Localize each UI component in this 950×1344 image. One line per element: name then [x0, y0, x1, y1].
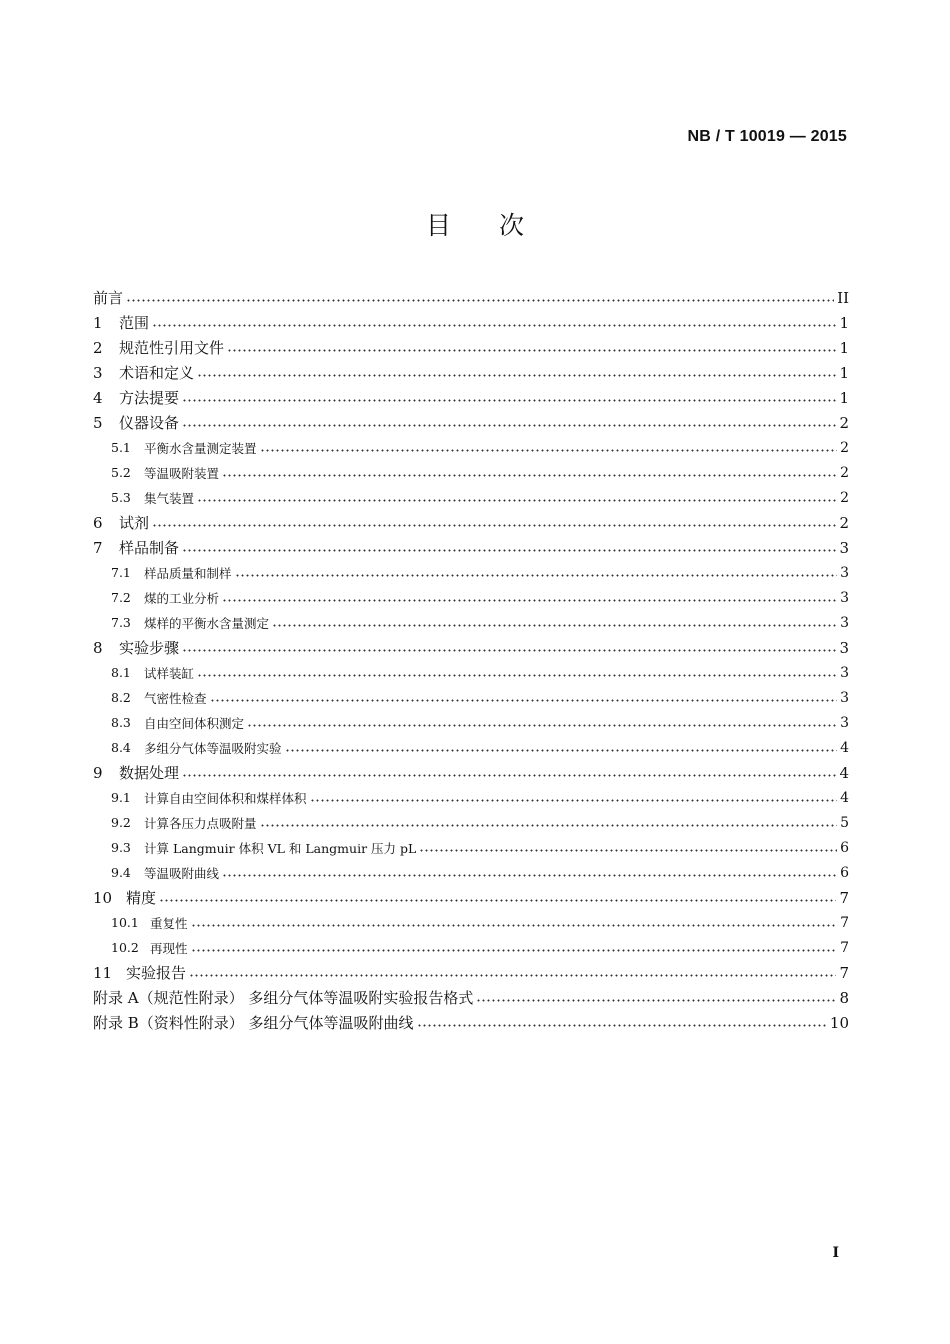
toc-entry-page: II — [837, 288, 849, 307]
toc-entry[interactable] — [93, 710, 849, 735]
toc-entry-label: 试剂 — [119, 514, 150, 532]
toc-entry-label: 等温吸附装置 — [144, 465, 220, 481]
toc-entry-page: 7 — [840, 914, 849, 931]
dot-leader — [417, 1024, 827, 1027]
dot-leader — [227, 349, 836, 352]
toc-entry[interactable] — [93, 585, 849, 610]
toc-entry-page: 3 — [840, 614, 849, 631]
toc-entry[interactable] — [93, 660, 849, 685]
toc-entry[interactable] — [93, 985, 849, 1010]
toc-entry-label: 自由空间体积测定 — [144, 715, 245, 731]
dot-leader — [210, 699, 838, 702]
toc-entry-label: 煤样的平衡水含量测定 — [144, 615, 270, 631]
toc-entry-label: 煤的工业分析 — [144, 590, 220, 606]
toc-entry-page: 3 — [840, 589, 849, 606]
toc-entry[interactable] — [93, 810, 849, 835]
toc-entry[interactable] — [93, 835, 849, 860]
toc-entry[interactable] — [93, 360, 849, 385]
dot-leader — [285, 749, 838, 752]
toc-entry-page: 3 — [840, 664, 849, 681]
toc-entry-page: 3 — [840, 714, 849, 731]
toc-entry-number: 9.3 — [111, 840, 131, 855]
toc-entry-label: 多组分气体等温吸附实验 — [144, 740, 282, 756]
dot-leader — [272, 624, 837, 627]
toc-entry-number: 9.4 — [111, 865, 131, 880]
toc-entry-page: 7 — [839, 888, 849, 907]
dot-leader — [191, 949, 838, 952]
toc-entry-label: 计算各压力点吸附量 — [144, 815, 257, 831]
toc-entry-label: 术语和定义 — [119, 364, 195, 382]
toc-entry[interactable] — [93, 560, 849, 585]
toc-entry-page: 7 — [839, 963, 849, 982]
toc-entry[interactable] — [93, 485, 849, 510]
dot-leader — [182, 549, 836, 552]
toc-entry-label: 气密性检查 — [144, 690, 207, 706]
dot-leader — [152, 524, 836, 527]
toc-entry-page: 3 — [839, 538, 849, 557]
toc-entry-label: 方法提要 — [119, 389, 180, 407]
toc-entry-number: 5 — [93, 413, 103, 432]
toc-entry-number: 5.1 — [111, 440, 131, 455]
toc-entry-page: 1 — [839, 313, 849, 332]
toc-entry-label: 试样装缸 — [144, 665, 195, 681]
dot-leader — [182, 424, 836, 427]
toc-entry[interactable] — [93, 1010, 849, 1035]
toc-entry-number: 10.1 — [111, 915, 139, 930]
toc-entry-number: 9.2 — [111, 815, 131, 830]
toc-entry[interactable] — [93, 960, 849, 985]
toc-entry-number: 8.2 — [111, 690, 131, 705]
toc-entry-label: 附录 B（资料性附录） 多组分气体等温吸附曲线 — [93, 1014, 414, 1032]
toc-entry[interactable] — [93, 885, 849, 910]
toc-entry-number: 5.2 — [111, 465, 131, 480]
toc-entry-number: 10 — [93, 888, 113, 907]
toc-entry[interactable] — [93, 385, 849, 410]
toc-entry[interactable] — [93, 460, 849, 485]
toc-entry[interactable] — [93, 860, 849, 885]
toc-entry-label: 实验报告 — [126, 964, 187, 982]
toc-entry[interactable] — [93, 310, 849, 335]
toc-entry-number: 6 — [93, 513, 103, 532]
dot-leader — [182, 399, 836, 402]
toc-entry-label: 平衡水含量测定装置 — [144, 440, 257, 456]
toc-entry-page: 2 — [839, 513, 849, 532]
dot-leader — [235, 574, 838, 577]
toc-entry-number: 9.1 — [111, 790, 131, 805]
toc-entry-number: 5.3 — [111, 490, 131, 505]
toc-entry-number: 8 — [93, 638, 103, 657]
dot-leader — [310, 799, 838, 802]
dot-leader — [189, 974, 836, 977]
dot-leader — [152, 324, 836, 327]
toc-entry-number: 1 — [93, 313, 103, 332]
toc-entry-page: 3 — [840, 564, 849, 581]
toc-entry[interactable] — [93, 760, 849, 785]
dot-leader — [419, 849, 837, 852]
toc-entry-page: 3 — [839, 638, 849, 657]
toc-entry-label: 计算 Langmuir 体积 VL 和 Langmuir 压力 pL — [144, 840, 417, 856]
dot-leader — [247, 724, 837, 727]
toc-entry-label: 样品质量和制样 — [144, 565, 232, 581]
toc-entry-page: 10 — [829, 1013, 849, 1032]
toc-entry-label: 集气装置 — [144, 490, 195, 506]
toc-entry-number: 7.2 — [111, 590, 131, 605]
toc-entry[interactable] — [93, 785, 849, 810]
dot-leader — [182, 774, 836, 777]
toc-entry[interactable] — [93, 510, 849, 535]
toc-entry-label: 等温吸附曲线 — [144, 865, 220, 881]
toc-entry-number: 8.4 — [111, 740, 131, 755]
dot-leader — [197, 499, 837, 502]
toc-entry-label: 前言 — [93, 289, 124, 307]
toc-entry-page: 1 — [839, 388, 849, 407]
toc-entry-number: 4 — [93, 388, 103, 407]
toc-entry[interactable] — [93, 335, 849, 360]
dot-leader — [197, 674, 837, 677]
toc-entry-label: 仪器设备 — [119, 414, 180, 432]
toc-entry[interactable] — [93, 635, 849, 660]
toc-entry-number: 2 — [93, 338, 103, 357]
toc-entry[interactable] — [93, 410, 849, 435]
toc-entry-page: 2 — [840, 464, 849, 481]
dot-leader — [197, 374, 836, 377]
toc-entry-label: 重复性 — [150, 915, 188, 931]
dot-leader — [222, 599, 837, 602]
toc-entry-page: 5 — [840, 814, 849, 831]
toc-entry[interactable] — [93, 935, 849, 960]
toc-entry-page: 6 — [840, 864, 849, 881]
dot-leader — [476, 999, 836, 1002]
dot-leader — [260, 449, 838, 452]
toc-entry-page: 2 — [840, 489, 849, 506]
toc-title: 目次 — [425, 211, 572, 240]
toc-entry-number: 8.3 — [111, 715, 131, 730]
table-of-contents — [93, 285, 849, 1035]
toc-entry-label: 范围 — [119, 314, 150, 332]
toc-entry-label: 实验步骤 — [119, 639, 180, 657]
toc-entry-number: 7 — [93, 538, 103, 557]
toc-entry-page: 4 — [840, 739, 849, 756]
toc-entry[interactable] — [93, 685, 849, 710]
toc-entry-number: 7.3 — [111, 615, 131, 630]
toc-entry-page: 3 — [840, 689, 849, 706]
toc-entry[interactable] — [93, 910, 849, 935]
toc-entry-label: 精度 — [126, 889, 157, 907]
dot-leader — [159, 899, 836, 902]
toc-entry-page: 2 — [840, 439, 849, 456]
toc-entry[interactable] — [93, 735, 849, 760]
toc-entry-label: 规范性引用文件 — [119, 339, 225, 357]
toc-entry-label: 样品制备 — [119, 539, 180, 557]
toc-entry-number: 10.2 — [111, 940, 139, 955]
toc-entry[interactable] — [93, 285, 849, 310]
dot-leader — [222, 474, 837, 477]
toc-entry-label: 再现性 — [150, 940, 188, 956]
dot-leader — [260, 824, 838, 827]
toc-entry-page: 2 — [839, 413, 849, 432]
toc-entry-page: 1 — [839, 363, 849, 382]
toc-entry-label: 附录 A（规范性附录） 多组分气体等温吸附实验报告格式 — [93, 989, 474, 1007]
toc-entry-page: 4 — [840, 789, 849, 806]
toc-entry-page: 8 — [839, 988, 849, 1007]
toc-entry-number: 7.1 — [111, 565, 131, 580]
toc-entry-page: 6 — [840, 839, 849, 856]
toc-entry[interactable] — [93, 610, 849, 635]
dot-leader — [182, 649, 836, 652]
toc-entry-page: 7 — [840, 939, 849, 956]
dot-leader — [191, 924, 838, 927]
toc-entry-page: 4 — [839, 763, 849, 782]
toc-entry[interactable] — [93, 535, 849, 560]
toc-entry-page: 1 — [839, 338, 849, 357]
toc-entry-number: 11 — [93, 963, 113, 982]
standard-code: NB / T 10019 — 2015 — [687, 128, 847, 145]
toc-entry[interactable] — [93, 435, 849, 460]
dot-leader — [222, 874, 837, 877]
toc-entry-number: 8.1 — [111, 665, 131, 680]
page-number: I — [832, 1245, 839, 1261]
dot-leader — [126, 299, 834, 302]
toc-entry-number: 3 — [93, 363, 103, 382]
toc-entry-number: 9 — [93, 763, 103, 782]
toc-entry-label: 计算自由空间体积和煤样体积 — [144, 790, 307, 806]
toc-entry-label: 数据处理 — [119, 764, 180, 782]
